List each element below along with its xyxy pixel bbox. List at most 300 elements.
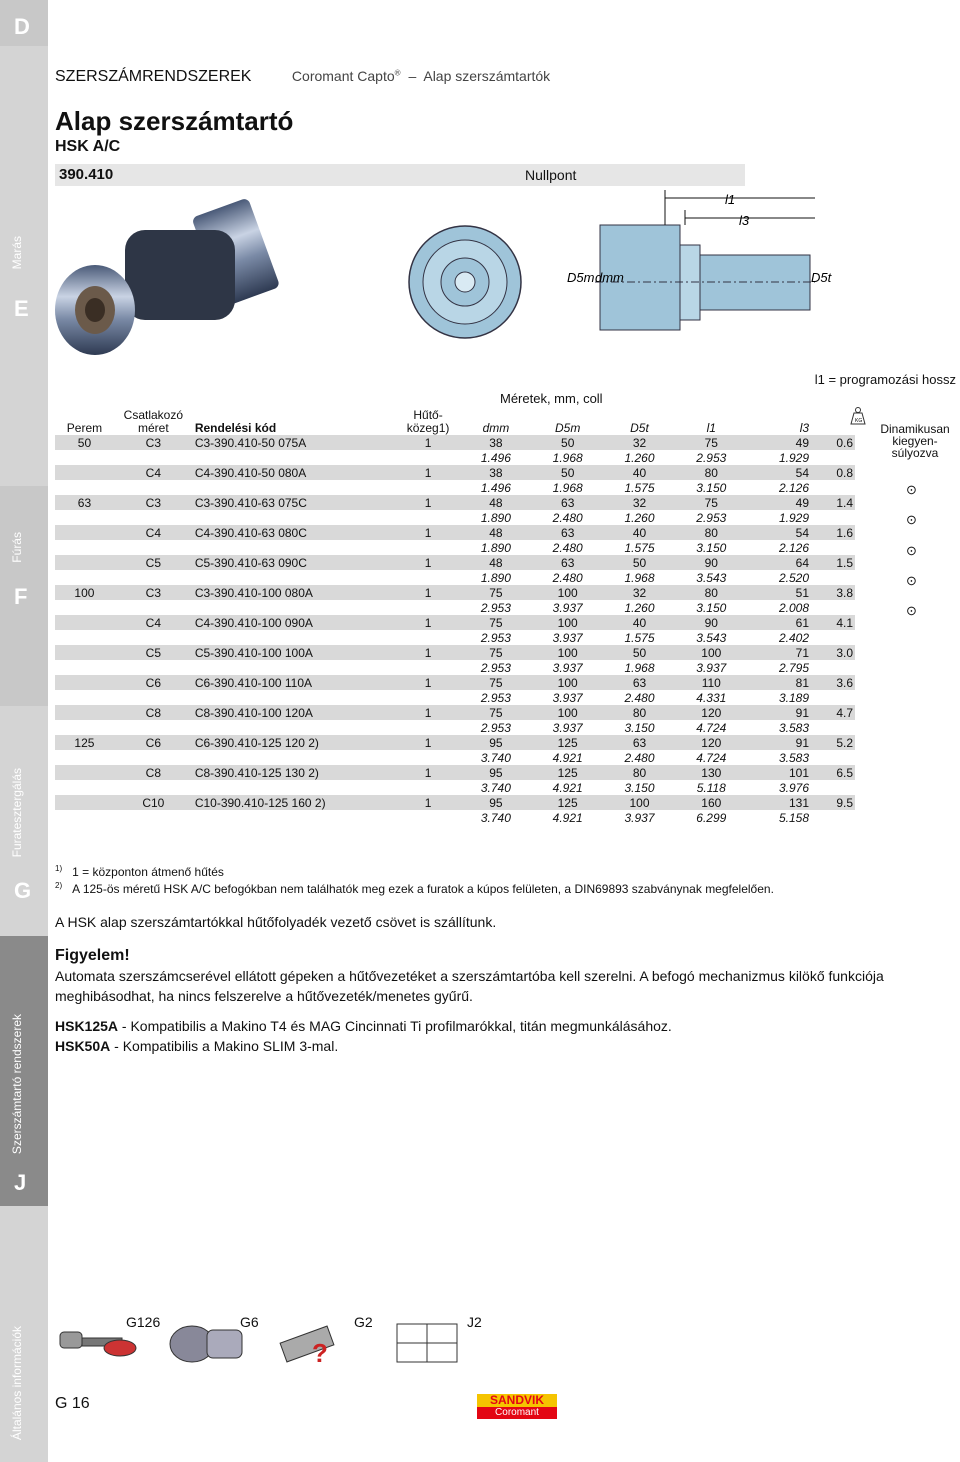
table-row-metric bbox=[55, 465, 855, 480]
cell-inch-l3: 3.583 bbox=[779, 750, 810, 765]
nullpont-label: Nullpont bbox=[525, 167, 577, 183]
footnote-mark: 2) bbox=[55, 881, 63, 890]
header-hutokozeg bbox=[396, 407, 460, 435]
cell-empty bbox=[55, 780, 114, 795]
cell-empty bbox=[396, 480, 460, 495]
cell-inch-l1: 4.724 bbox=[696, 720, 727, 735]
warning-block bbox=[55, 946, 895, 1056]
cell-inch-d5m: 2.480 bbox=[552, 570, 583, 585]
cell-empty bbox=[114, 510, 193, 525]
cell-inch-dm: 1.890 bbox=[480, 540, 511, 555]
sidebar-letter: E bbox=[14, 296, 29, 321]
cell-l3: 101 bbox=[747, 765, 811, 780]
cell-inch-l1: 3.150 bbox=[696, 600, 727, 615]
table-row-inch bbox=[55, 600, 855, 615]
cell-rendelesi-kod: C4-390.410-100 090A bbox=[193, 615, 396, 630]
table-row-inch bbox=[55, 480, 855, 495]
cell-dmm: 48 bbox=[460, 555, 532, 570]
cell-inch-l3: 1.929 bbox=[779, 510, 810, 525]
cell-inch-d5m: 3.937 bbox=[552, 630, 583, 645]
cell-inch-l3: 2.402 bbox=[779, 630, 810, 645]
compat-model: HSK125A bbox=[55, 1018, 119, 1034]
cell-empty bbox=[396, 660, 460, 675]
cell-dmm: 48 bbox=[460, 495, 532, 510]
cell-inch-d5m: 4.921 bbox=[552, 780, 583, 795]
cell-l3: 51 bbox=[747, 585, 811, 600]
cell-dmm: 75 bbox=[460, 705, 532, 720]
cell-csatlakozo: C3 bbox=[114, 585, 193, 600]
cell-kg: 3.0 bbox=[811, 645, 855, 660]
cell-empty bbox=[396, 600, 460, 615]
cell-inch-d5t: 1.260 bbox=[624, 450, 655, 465]
cell-empty bbox=[193, 690, 396, 705]
table-row-inch bbox=[55, 450, 855, 465]
footnote-text: A 125-ös méretű HSK A/C befogókban nem találhatók meg ezek a furatok a kúpos felületen, a DIN69893 szabványnak megfelelően. bbox=[72, 882, 774, 896]
cell-empty bbox=[55, 750, 114, 765]
cell-empty bbox=[193, 510, 396, 525]
cell-l3: 131 bbox=[747, 795, 811, 810]
cell-empty bbox=[811, 540, 855, 555]
cell-empty bbox=[114, 630, 193, 645]
cell-inch-d5m: 1.968 bbox=[552, 450, 583, 465]
cell-kg: 4.1 bbox=[811, 615, 855, 630]
cell-perem bbox=[55, 555, 114, 570]
sidebar-letter: F bbox=[14, 584, 28, 609]
table-row-inch bbox=[55, 510, 855, 525]
cell-inch-l1: 3.150 bbox=[696, 480, 727, 495]
cell-empty bbox=[55, 660, 114, 675]
table-row-inch bbox=[55, 540, 855, 555]
breadcrumb bbox=[55, 68, 550, 86]
cell-empty bbox=[811, 600, 855, 615]
sidebar-tab-j[interactable] bbox=[0, 936, 48, 1206]
cell-l3: 81 bbox=[747, 675, 811, 690]
table-row-inch bbox=[55, 780, 855, 795]
section-view bbox=[595, 190, 815, 330]
cell-empty bbox=[114, 600, 193, 615]
table-row-metric bbox=[55, 675, 855, 690]
cell-inch-d5m: 1.968 bbox=[552, 480, 583, 495]
cell-d5m: 63 bbox=[532, 495, 604, 510]
cell-l3: 91 bbox=[747, 735, 811, 750]
cell-hutokozeg: 1 bbox=[396, 735, 460, 750]
svg-text:?: ? bbox=[312, 1338, 328, 1368]
cell-perem bbox=[55, 645, 114, 660]
cell-hutokozeg: 1 bbox=[396, 795, 460, 810]
registered-mark: ® bbox=[394, 68, 401, 78]
dim-l1-label: l1 bbox=[725, 192, 736, 207]
cell-inch-d5m: 3.937 bbox=[552, 690, 583, 705]
tool-drawing bbox=[55, 190, 835, 365]
cell-empty bbox=[55, 510, 114, 525]
balance-mark: ⊙ bbox=[906, 543, 917, 558]
cell-l1: 110 bbox=[675, 675, 747, 690]
cell-kg: 1.4 bbox=[811, 495, 855, 510]
cell-kg: 9.5 bbox=[811, 795, 855, 810]
table-row-metric bbox=[55, 555, 855, 570]
dim-d5m-label: D5m bbox=[567, 270, 595, 285]
cell-empty bbox=[193, 750, 396, 765]
cell-hutokozeg: 1 bbox=[396, 525, 460, 540]
logo-brand: SANDVIK bbox=[477, 1394, 557, 1407]
balance-mark: ⊙ bbox=[906, 512, 917, 527]
ref-label[interactable]: G2 bbox=[354, 1314, 373, 1330]
cell-d5m: 125 bbox=[532, 735, 604, 750]
cell-empty bbox=[396, 570, 460, 585]
cell-empty bbox=[55, 720, 114, 735]
cell-hutokozeg: 1 bbox=[396, 465, 460, 480]
cell-dmm: 38 bbox=[460, 435, 532, 450]
breadcrumb-dash: – bbox=[408, 68, 417, 84]
cell-inch-dm: 2.953 bbox=[480, 660, 511, 675]
cell-inch-dm: 2.953 bbox=[480, 690, 511, 705]
cell-inch-l1: 2.953 bbox=[696, 510, 727, 525]
cell-hutokozeg: 1 bbox=[396, 675, 460, 690]
cell-inch-d5t: 1.968 bbox=[624, 570, 655, 585]
cell-rendelesi-kod: C10-390.410-125 160 2) bbox=[193, 795, 396, 810]
cell-dmm: 75 bbox=[460, 645, 532, 660]
sidebar-label: Általános információk bbox=[10, 1326, 24, 1441]
cell-d5t: 63 bbox=[604, 675, 676, 690]
table-row-inch bbox=[55, 720, 855, 735]
cell-hutokozeg: 1 bbox=[396, 555, 460, 570]
cell-d5m: 50 bbox=[532, 435, 604, 450]
cell-csatlakozo: C5 bbox=[114, 645, 193, 660]
header-csat-line: Csatlakozó bbox=[123, 408, 184, 422]
cell-kg: 0.6 bbox=[811, 435, 855, 450]
cell-hutokozeg: 1 bbox=[396, 645, 460, 660]
header-huto-line: Hűtő- bbox=[413, 408, 443, 422]
sidebar-tab-general[interactable] bbox=[0, 1206, 48, 1462]
cell-inch-dm: 1.890 bbox=[480, 510, 511, 525]
cell-d5t: 50 bbox=[604, 645, 676, 660]
cell-l1: 80 bbox=[675, 465, 747, 480]
warning-text: Automata szerszámcserével ellátott gépeken a hűtővezetéket a szerszámtartóba kell szerelni. A befogó mechanizmus kilökő funkciója meghibásodhat, ha nincs felszerelve a hűtővezeték/menetes gyűrű. bbox=[55, 968, 884, 1004]
compat-hsk50 bbox=[55, 1036, 895, 1056]
cell-l1: 90 bbox=[675, 555, 747, 570]
dimensions-note: Méretek, mm, coll bbox=[500, 391, 603, 406]
cell-inch-dm: 1.496 bbox=[480, 480, 511, 495]
table-row-metric bbox=[55, 795, 855, 810]
cell-inch-d5t: 3.150 bbox=[624, 780, 655, 795]
cell-csatlakozo: C3 bbox=[114, 495, 193, 510]
cell-l1: 120 bbox=[675, 705, 747, 720]
cell-d5t: 100 bbox=[604, 795, 676, 810]
cell-empty bbox=[55, 540, 114, 555]
table-row-metric bbox=[55, 765, 855, 780]
cell-d5t: 80 bbox=[604, 765, 676, 780]
wrench-icon bbox=[60, 1332, 136, 1356]
ref-label[interactable]: G6 bbox=[240, 1314, 259, 1330]
sidebar-tab-g[interactable] bbox=[0, 706, 48, 936]
cell-empty bbox=[193, 810, 396, 825]
cell-l3: 71 bbox=[747, 645, 811, 660]
table-row-inch bbox=[55, 570, 855, 585]
diagram-icon bbox=[397, 1324, 457, 1362]
cell-empty bbox=[193, 630, 396, 645]
cell-empty bbox=[811, 450, 855, 465]
cell-d5t: 40 bbox=[604, 615, 676, 630]
product-code: 390.410 bbox=[59, 166, 114, 183]
cell-inch-dm: 1.890 bbox=[480, 570, 511, 585]
cell-l1: 75 bbox=[675, 435, 747, 450]
header-dmm: dmm bbox=[482, 421, 510, 435]
header-rendelesi-kod: Rendelési kód bbox=[194, 421, 277, 435]
dynamic-balance-header bbox=[872, 423, 958, 459]
cell-empty bbox=[193, 720, 396, 735]
dim-dmm-label: dmm bbox=[595, 270, 624, 285]
cell-l3: 64 bbox=[747, 555, 811, 570]
cell-l3: 54 bbox=[747, 525, 811, 540]
sidebar-label: Marás bbox=[10, 236, 24, 270]
cell-rendelesi-kod: C4-390.410-63 080C bbox=[193, 525, 396, 540]
cell-inch-l3: 5.158 bbox=[779, 810, 810, 825]
programming-length-note: l1 = programozási hossz bbox=[814, 372, 956, 387]
cell-inch-d5t: 1.575 bbox=[624, 480, 655, 495]
cell-inch-d5m: 3.937 bbox=[552, 600, 583, 615]
holder-icon bbox=[170, 1326, 242, 1362]
header-csat-line: méret bbox=[138, 421, 169, 435]
balance-mark: ⊙ bbox=[906, 573, 917, 588]
cell-empty bbox=[193, 570, 396, 585]
cell-empty bbox=[55, 480, 114, 495]
cell-empty bbox=[396, 630, 460, 645]
cell-inch-d5m: 2.480 bbox=[552, 510, 583, 525]
cell-l1: 80 bbox=[675, 525, 747, 540]
page-title: Alap szerszámtartó bbox=[55, 106, 294, 136]
cell-d5m: 100 bbox=[532, 675, 604, 690]
cell-rendelesi-kod: C4-390.410-50 080A bbox=[193, 465, 396, 480]
cell-d5t: 32 bbox=[604, 585, 676, 600]
cell-empty bbox=[811, 630, 855, 645]
cell-rendelesi-kod: C6-390.410-125 120 2) bbox=[193, 735, 396, 750]
dim-d5t-label: D5t bbox=[811, 270, 832, 285]
cell-empty bbox=[193, 450, 396, 465]
cell-empty bbox=[811, 720, 855, 735]
cell-kg: 3.6 bbox=[811, 675, 855, 690]
header-csatlakozo bbox=[114, 407, 193, 435]
cell-empty bbox=[114, 690, 193, 705]
cell-empty bbox=[396, 810, 460, 825]
cell-empty bbox=[114, 540, 193, 555]
cell-inch-dm: 2.953 bbox=[480, 720, 511, 735]
dyn-line: Dinamikusan bbox=[880, 422, 950, 436]
cell-empty bbox=[396, 690, 460, 705]
cell-inch-d5t: 1.575 bbox=[624, 540, 655, 555]
sidebar-letter: G bbox=[14, 878, 32, 903]
front-view bbox=[409, 226, 521, 338]
cell-inch-l1: 4.724 bbox=[696, 750, 727, 765]
cell-rendelesi-kod: C3-390.410-63 075C bbox=[193, 495, 396, 510]
cell-empty bbox=[55, 690, 114, 705]
sidebar-label: Szerszámtartó rendszerek bbox=[10, 1014, 24, 1155]
cell-perem bbox=[55, 765, 114, 780]
cell-rendelesi-kod: C8-390.410-100 120A bbox=[193, 705, 396, 720]
table-row-inch bbox=[55, 630, 855, 645]
cell-d5t: 40 bbox=[604, 525, 676, 540]
cell-empty bbox=[114, 570, 193, 585]
cell-rendelesi-kod: C3-390.410-100 080A bbox=[193, 585, 396, 600]
cell-csatlakozo: C8 bbox=[114, 765, 193, 780]
cell-l3: 49 bbox=[747, 435, 811, 450]
cell-l3: 49 bbox=[747, 495, 811, 510]
cell-d5m: 100 bbox=[532, 615, 604, 630]
cell-inch-d5t: 3.150 bbox=[624, 720, 655, 735]
cell-inch-d5m: 4.921 bbox=[552, 750, 583, 765]
logo-sub: Coromant bbox=[477, 1407, 557, 1419]
cell-inch-dm: 3.740 bbox=[480, 780, 511, 795]
breadcrumb-category: Alap szerszámtartók bbox=[423, 68, 551, 84]
cell-empty bbox=[114, 750, 193, 765]
cell-inch-l1: 3.937 bbox=[696, 660, 727, 675]
sidebar-tab-f[interactable] bbox=[0, 486, 48, 706]
cell-rendelesi-kod: C5-390.410-100 100A bbox=[193, 645, 396, 660]
table-row-inch bbox=[55, 810, 855, 825]
cell-perem bbox=[55, 525, 114, 540]
balance-mark: ⊙ bbox=[906, 603, 917, 618]
cell-inch-dm: 2.953 bbox=[480, 600, 511, 615]
cell-kg: 1.5 bbox=[811, 555, 855, 570]
cell-csatlakozo: C4 bbox=[114, 525, 193, 540]
cell-csatlakozo: C6 bbox=[114, 735, 193, 750]
cell-empty bbox=[193, 660, 396, 675]
cell-empty bbox=[114, 450, 193, 465]
cell-empty bbox=[114, 780, 193, 795]
ref-label[interactable]: J2 bbox=[467, 1314, 482, 1330]
cell-l1: 160 bbox=[675, 795, 747, 810]
footnote-2 bbox=[55, 881, 774, 896]
table-row-metric bbox=[55, 525, 855, 540]
table-row-metric bbox=[55, 495, 855, 510]
cell-empty bbox=[114, 720, 193, 735]
sidebar-tab-d[interactable] bbox=[0, 0, 48, 46]
cell-empty bbox=[811, 510, 855, 525]
cell-d5m: 100 bbox=[532, 585, 604, 600]
cell-rendelesi-kod: C6-390.410-100 110A bbox=[193, 675, 396, 690]
table-row-inch bbox=[55, 690, 855, 705]
sidebar-letter: D bbox=[14, 14, 30, 39]
header-perem: Perem bbox=[66, 421, 103, 435]
cell-csatlakozo: C8 bbox=[114, 705, 193, 720]
sidebar-tab-e[interactable] bbox=[0, 46, 48, 486]
cell-dmm: 75 bbox=[460, 615, 532, 630]
cell-kg: 5.2 bbox=[811, 735, 855, 750]
cell-perem bbox=[55, 795, 114, 810]
cell-inch-d5m: 3.937 bbox=[552, 660, 583, 675]
cell-empty bbox=[811, 810, 855, 825]
cell-d5t: 63 bbox=[604, 735, 676, 750]
table-row-metric bbox=[55, 585, 855, 600]
cell-empty bbox=[811, 690, 855, 705]
cell-csatlakozo: C4 bbox=[114, 465, 193, 480]
cell-empty bbox=[396, 780, 460, 795]
cell-empty bbox=[193, 540, 396, 555]
cell-inch-l1: 5.118 bbox=[696, 780, 726, 795]
cell-rendelesi-kod: C5-390.410-63 090C bbox=[193, 555, 396, 570]
cell-csatlakozo: C10 bbox=[114, 795, 193, 810]
table-row-inch bbox=[55, 750, 855, 765]
cell-empty bbox=[396, 450, 460, 465]
cell-dmm: 75 bbox=[460, 585, 532, 600]
cell-kg: 4.7 bbox=[811, 705, 855, 720]
header-l1: l1 bbox=[706, 421, 716, 435]
cell-inch-l1: 3.543 bbox=[696, 630, 727, 645]
warning-heading: Figyelem! bbox=[55, 947, 130, 964]
cell-empty bbox=[396, 750, 460, 765]
cell-inch-l3: 1.929 bbox=[779, 450, 810, 465]
cell-empty bbox=[114, 810, 193, 825]
cell-inch-d5m: 3.937 bbox=[552, 720, 583, 735]
cell-hutokozeg: 1 bbox=[396, 765, 460, 780]
cell-inch-dm: 3.740 bbox=[480, 810, 511, 825]
cell-empty bbox=[193, 600, 396, 615]
cell-dmm: 95 bbox=[460, 735, 532, 750]
table-row-inch bbox=[55, 660, 855, 675]
cell-inch-dm: 2.953 bbox=[480, 630, 511, 645]
compat-model: HSK50A bbox=[55, 1038, 111, 1054]
cell-inch-l3: 2.520 bbox=[779, 570, 810, 585]
sidebar-label: Fúrás bbox=[10, 532, 24, 563]
cell-inch-dm: 1.496 bbox=[480, 450, 511, 465]
cell-perem: 125 bbox=[55, 735, 114, 750]
cell-csatlakozo: C5 bbox=[114, 555, 193, 570]
compat-text: - Kompatibilis a Makino SLIM 3-mal. bbox=[110, 1038, 339, 1054]
breadcrumb-brand: Coromant Capto bbox=[291, 68, 395, 84]
cell-inch-d5t: 1.968 bbox=[624, 660, 655, 675]
cell-d5m: 125 bbox=[532, 795, 604, 810]
cell-empty bbox=[193, 480, 396, 495]
cell-inch-l3: 2.008 bbox=[779, 600, 810, 615]
cell-inch-l1: 3.150 bbox=[696, 540, 727, 555]
cell-dmm: 48 bbox=[460, 525, 532, 540]
cell-inch-dm: 3.740 bbox=[480, 750, 511, 765]
cell-csatlakozo: C3 bbox=[114, 435, 193, 450]
cell-d5m: 100 bbox=[532, 645, 604, 660]
dyn-line: kiegyen- bbox=[892, 434, 938, 448]
table-row-metric bbox=[55, 615, 855, 630]
cell-d5m: 125 bbox=[532, 765, 604, 780]
ref-label[interactable]: G126 bbox=[126, 1314, 161, 1330]
balance-mark: ⊙ bbox=[906, 482, 917, 497]
question-tool-icon bbox=[280, 1326, 334, 1368]
dim-l3-label: l3 bbox=[739, 213, 750, 228]
cell-l1: 80 bbox=[675, 585, 747, 600]
sidebar-label: Furatesztergálás bbox=[10, 768, 24, 858]
cell-l3: 61 bbox=[747, 615, 811, 630]
cell-hutokozeg: 1 bbox=[396, 705, 460, 720]
cell-inch-d5t: 3.937 bbox=[624, 810, 655, 825]
cell-empty bbox=[811, 750, 855, 765]
cell-l1: 120 bbox=[675, 735, 747, 750]
cell-perem: 50 bbox=[55, 435, 114, 450]
cell-kg: 3.8 bbox=[811, 585, 855, 600]
cell-d5m: 63 bbox=[532, 525, 604, 540]
cell-csatlakozo: C6 bbox=[114, 675, 193, 690]
cell-empty bbox=[55, 630, 114, 645]
cell-empty bbox=[55, 810, 114, 825]
cell-empty bbox=[55, 600, 114, 615]
cell-inch-d5t: 2.480 bbox=[624, 750, 655, 765]
sandvik-logo bbox=[477, 1394, 557, 1420]
cell-inch-l1: 6.299 bbox=[696, 810, 727, 825]
cell-inch-l1: 3.543 bbox=[696, 570, 727, 585]
table-row-metric bbox=[55, 735, 855, 750]
cell-dmm: 95 bbox=[460, 795, 532, 810]
cell-empty bbox=[55, 450, 114, 465]
page-number: G 16 bbox=[55, 1395, 90, 1412]
header-kg bbox=[811, 407, 855, 435]
weight-unit: KG bbox=[855, 418, 863, 424]
